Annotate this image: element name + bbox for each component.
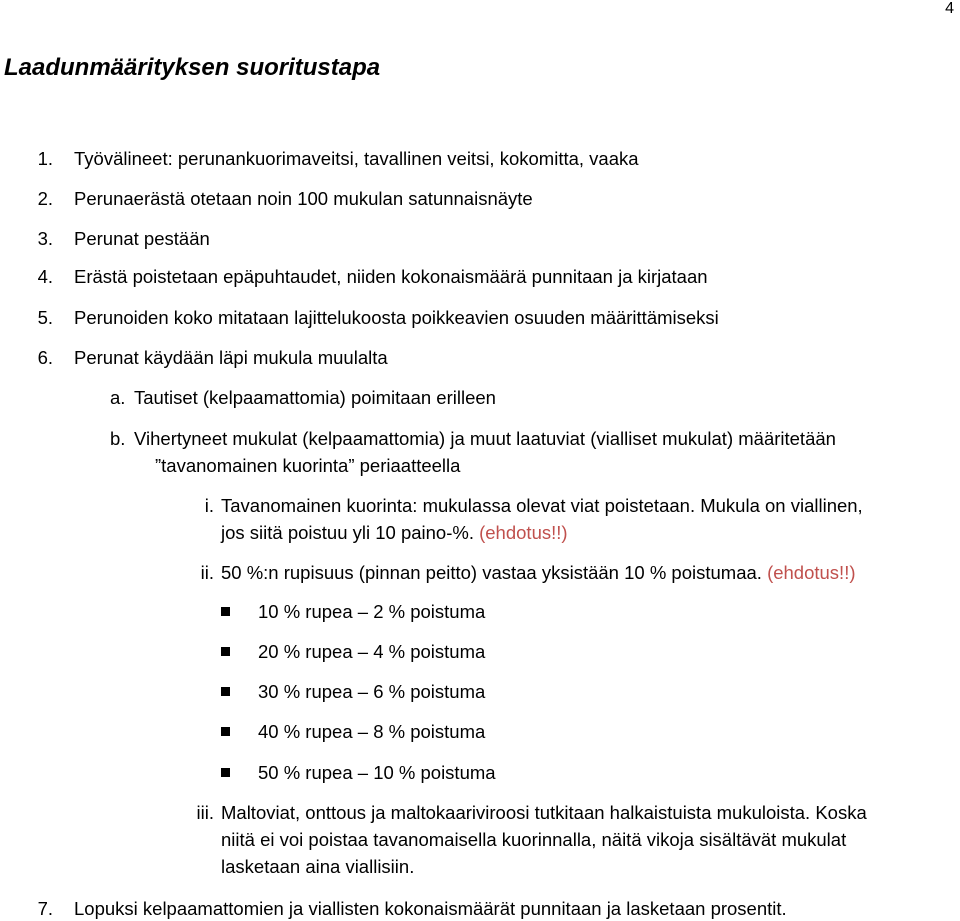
step-text: Perunaerästä otetaan noin 100 mukulan satunnaisnäyte (74, 188, 533, 209)
step-number: 5. (37, 307, 53, 328)
step-number: 1. (37, 148, 53, 169)
list-item: 10 % rupea – 2 % poistuma (258, 601, 486, 622)
list-item: 50 % rupea – 10 % poistuma (258, 762, 496, 783)
step-number: 7. (37, 898, 53, 919)
roman-item-line: 50 %:n rupisuus (pinnan peitto) vastaa yksistään 10 % poistumaa. (221, 562, 762, 583)
sub-item-letter: b. (110, 428, 126, 449)
step-number: 2. (37, 188, 53, 209)
sub-item-text: Vihertyneet mukulat (kelpaamattomia) ja muut laatuviat (vialliset mukulat) määritetään (134, 428, 836, 449)
sub-item-text-continued: ”tavanomainen kuorinta” periaatteella (155, 455, 461, 476)
square-bullet-icon (221, 607, 230, 616)
proposal-note: (ehdotus!!) (767, 562, 856, 583)
roman-item-line: jos siitä poistuu yli 10 paino-%. (221, 522, 474, 543)
roman-item-text: Tavanomainen kuorinta: mukulassa olevat viat poistetaan. Mukula on viallinen, (221, 495, 863, 516)
proposal-note: (ehdotus!!) (479, 522, 568, 543)
square-bullet-icon (221, 768, 230, 777)
step-number: 4. (37, 266, 53, 287)
page-number: 4 (945, 0, 954, 17)
sub-item-text: Tautiset (kelpaamattomia) poimitaan erilleen (134, 387, 496, 408)
step-text: Perunat käydään läpi mukula muulalta (74, 347, 388, 368)
roman-item-text-continued: lasketaan aina viallisiin. (221, 856, 415, 877)
step-text: Perunoiden koko mitataan lajittelukoosta poikkeavien osuuden määrittämiseksi (74, 307, 719, 328)
step-text: Erästä poistetaan epäpuhtaudet, niiden kokonaismäärä punnitaan ja kirjataan (74, 266, 708, 287)
roman-item-text (221, 562, 856, 584)
roman-numeral: iii. (196, 802, 214, 823)
list-item: 40 % rupea – 8 % poistuma (258, 721, 486, 742)
roman-numeral: i. (204, 495, 214, 516)
roman-item-text-continued: niitä ei voi poistaa tavanomaisella kuorinnalla, näitä vikoja sisältävät mukulat (221, 829, 847, 850)
list-item: 30 % rupea – 6 % poistuma (258, 681, 486, 702)
step-number: 6. (37, 347, 53, 368)
step-number: 3. (37, 228, 53, 249)
step-text: Perunat pestään (74, 228, 210, 249)
roman-numeral: ii. (200, 562, 214, 583)
page-title: Laadunmäärityksen suoritustapa (4, 54, 381, 81)
square-bullet-icon (221, 727, 230, 736)
square-bullet-icon (221, 647, 230, 656)
sub-item-letter: a. (110, 387, 126, 408)
roman-item-text: Maltoviat, onttous ja maltokaariviroosi tutkitaan halkaistuista mukuloista. Koska (221, 802, 867, 823)
square-bullet-icon (221, 687, 230, 696)
step-text: Lopuksi kelpaamattomien ja viallisten kokonaismäärät punnitaan ja lasketaan prosentit. (74, 898, 787, 919)
list-item: 20 % rupea – 4 % poistuma (258, 641, 486, 662)
roman-item-text-continued (221, 522, 568, 544)
step-text: Työvälineet: perunankuorimaveitsi, tavallinen veitsi, kokomitta, vaaka (74, 148, 639, 169)
